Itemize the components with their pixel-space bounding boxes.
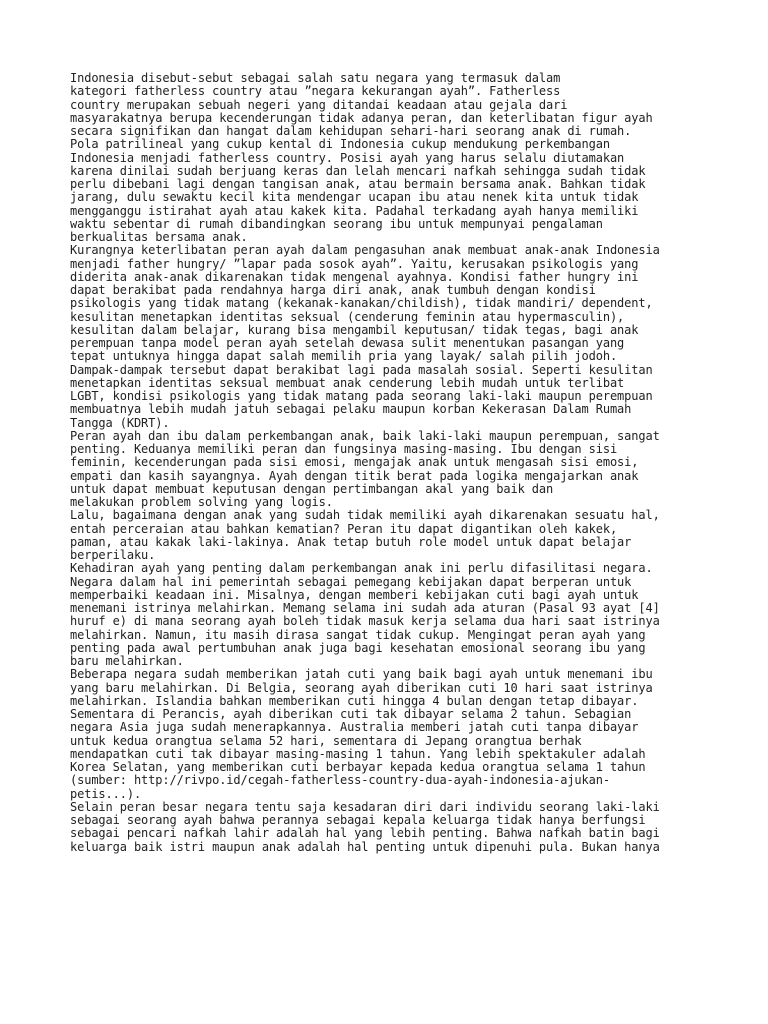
- text-line: masyarakatnya berupa kecenderungan tidak adanya peran, dan keterlibatan figur ayah: [70, 110, 653, 125]
- text-line: LGBT, kondisi psikologis yang tidak matang pada seorang laki-laki maupun perempuan: [70, 389, 653, 403]
- text-line: perempuan tanpa model peran ayah setelah dewasa sulit menentukan pasangan yang: [70, 336, 625, 350]
- text-line: huruf e) di mana seorang ayah boleh tidak masuk kerja selama dua hari saat istrinya: [70, 614, 660, 629]
- text-line: paman, atau kakak laki-lakinya. Anak tetap butuh role model untuk dapat belajar: [70, 534, 632, 549]
- text-line: feminin, kecenderungan pada sisi emosi, mengajak anak untuk mengasah sisi emosi,: [70, 455, 639, 470]
- text-line: membuatnya lebih mudah jatuh sebagai pelaku maupun korban Kekerasan Dalam Rumah: [70, 402, 632, 417]
- text-line: kategori fatherless country atau ”negara kekurangan ayah”. Fatherless: [70, 84, 561, 99]
- text-line: Beberapa negara sudah memberikan jatah cuti yang baik bagi ayah untuk menemani ibu: [70, 667, 653, 682]
- text-line: sebagai pencari nafkah lahir adalah hal yang lebih penting. Bahwa nafkah batin bagi: [70, 826, 660, 841]
- text-line: perlu dibebani lagi dengan tangisan anak, atau bermain bersama anak. Bahkan tidak: [70, 177, 646, 191]
- text-line: mendapatkan cuti tak dibayar masing-masing 1 tahun. Yang lebih spektakuler adalah: [70, 746, 646, 761]
- text-line: yang baru melahirkan. Di Belgia, seorang ayah diberikan cuti 10 hari saat istrinya: [70, 680, 653, 695]
- text-line: berperilaku.: [70, 548, 156, 562]
- text-line: dapat berakibat pada rendahnya harga diri anak, anak tumbuh dengan kondisi: [70, 283, 596, 297]
- text-line: Kurangnya keterlibatan peran ayah dalam pengasuhan anak membuat anak-anak Indonesia: [70, 243, 660, 258]
- text-line: Dampak-dampak tersebut dapat berakibat lagi pada masalah sosial. Seperti kesulitan: [70, 362, 653, 377]
- text-line: untuk dapat membuat keputusan dengan pertimbangan akal yang baik dan: [70, 481, 554, 496]
- text-line: secara signifikan dan hangat dalam kehidupan sehari-hari seorang anak di rumah.: [70, 124, 632, 138]
- text-line: Tangga (KDRT).: [70, 415, 170, 430]
- text-line: kesulitan dalam belajar, kurang bisa mengambil keputusan/ tidak tegas, bagi anak: [70, 322, 639, 337]
- text-line: penting pada awal pertumbuhan anak juga bagi kesehatan emosional seorang ibu yang: [70, 640, 646, 655]
- text-line: untuk kedua orangtua selama 52 hari, sementara di Jepang orangtua berhak: [70, 733, 582, 748]
- text-line: Selain peran besar negara tentu saja kesadaran diri dari individu seorang laki-laki: [70, 799, 660, 814]
- text-line: karena dinilai sudah berjuang keras dan lelah mencari nafkah sehingga sudah tidak: [70, 163, 646, 178]
- text-line: Kehadiran ayah yang penting dalam perkembangan anak ini perlu difasilitasi negara.: [70, 561, 653, 576]
- document-body: [70, 72, 760, 854]
- text-line: entah perceraian atau bahkan kematian? Peran itu dapat digantikan oleh kakek,: [70, 521, 618, 536]
- text-line: melahirkan. Islandia bahkan memberikan cuti hingga 4 bulan dengan tetap dibayar.: [70, 693, 639, 708]
- text-line: melakukan problem solving yang logis.: [70, 495, 333, 509]
- text-line: negara Asia juga sudah menerapkannya. Australia memberi jatah cuti tanpa dibayar: [70, 720, 639, 735]
- text-line: kesulitan menetapkan identitas seksual (cenderung feminin atau hypermasculin),: [70, 309, 625, 324]
- text-line: menjadi father hungry/ ”lapar pada sosok ayah”. Yaitu, kerusakan psikologis yang: [70, 256, 639, 271]
- text-line: country merupakan sebuah negeri yang ditandai keadaan atau gejala dari: [70, 97, 568, 112]
- text-line: petis...).: [70, 786, 142, 801]
- text-line: waktu sebentar di rumah dibandingkan seorang ibu untuk mempunyai pengalaman: [70, 216, 603, 231]
- text-line: diderita anak-anak dikarenakan tidak mengenal ayahnya. Kondisi father hungry ini: [70, 269, 639, 284]
- text-line: Indonesia disebut-sebut sebagai salah satu negara yang termasuk dalam: [70, 71, 561, 85]
- text-line: Negara dalam hal ini pemerintah sebagai pemegang kebijakan dapat berperan untuk: [70, 574, 632, 589]
- text-line: berkualitas bersama anak.: [70, 230, 248, 244]
- text-line: Peran ayah dan ibu dalam perkembangan anak, baik laki-laki maupun perempuan, sangat: [70, 428, 660, 443]
- text-line: tepat untuknya hingga dapat salah memilih pria yang layak/ salah pilih jodoh.: [70, 349, 618, 364]
- text-line: keluarga baik istri maupun anak adalah hal penting untuk dipenuhi pula. Bukan hanya: [70, 839, 660, 854]
- text-line: sebagai seorang ayah bahwa perannya sebagai kepala keluarga tidak hanya berfungsi: [70, 813, 646, 827]
- text-line: Indonesia menjadi fatherless country. Posisi ayah yang harus selalu diutamakan: [70, 150, 625, 165]
- text-line: psikologis yang tidak matang (kekanak-kanakan/childish), tidak mandiri/ dependent,: [70, 296, 653, 311]
- text-line: mengganggu istirahat ayah atau kakek kita. Padahal terkadang ayah hanya memiliki: [70, 203, 639, 218]
- text-line: melahirkan. Namun, itu masih dirasa sangat tidak cukup. Mengingat peran ayah yang: [70, 627, 646, 642]
- text-line: baru melahirkan.: [70, 654, 184, 668]
- text-line: (sumber: http://rivpo.id/cegah-fatherless-country-dua-ayah-indonesia-ajukan-: [70, 773, 610, 788]
- text-line: Sementara di Perancis, ayah diberikan cuti tak dibayar selama 2 tahun. Sebagian: [70, 707, 632, 721]
- text-line: Korea Selatan, yang memberikan cuti berbayar kepada kedua orangtua selama 1 tahun: [70, 760, 646, 774]
- text-line: penting. Keduanya memiliki peran dan fungsinya masing-masing. Ibu dengan sisi: [70, 442, 618, 456]
- text-line: Pola patrilineal yang cukup kental di Indonesia cukup mendukung perkembangan: [70, 137, 610, 152]
- text-line: menemani istrinya melahirkan. Memang selama ini sudah ada aturan (Pasal 93 ayat [4]: [70, 601, 660, 615]
- text-line: menetapkan identitas seksual membuat anak cenderung lebih mudah untuk terlibat: [70, 375, 625, 390]
- text-line: empati dan kasih sayangnya. Ayah dengan titik berat pada logika mengajarkan anak: [70, 468, 639, 483]
- text-line: memperbaiki keadaan ini. Misalnya, dengan memberi kebijakan cuti bagi ayah untuk: [70, 587, 639, 602]
- text-line: Lalu, bagaimana dengan anak yang sudah tidak memiliki ayah dikarenakan sesuatu hal,: [70, 508, 660, 523]
- text-line: jarang, dulu sewaktu kecil kita mendengar ucapan ibu atau nenek kita untuk tidak: [70, 190, 639, 205]
